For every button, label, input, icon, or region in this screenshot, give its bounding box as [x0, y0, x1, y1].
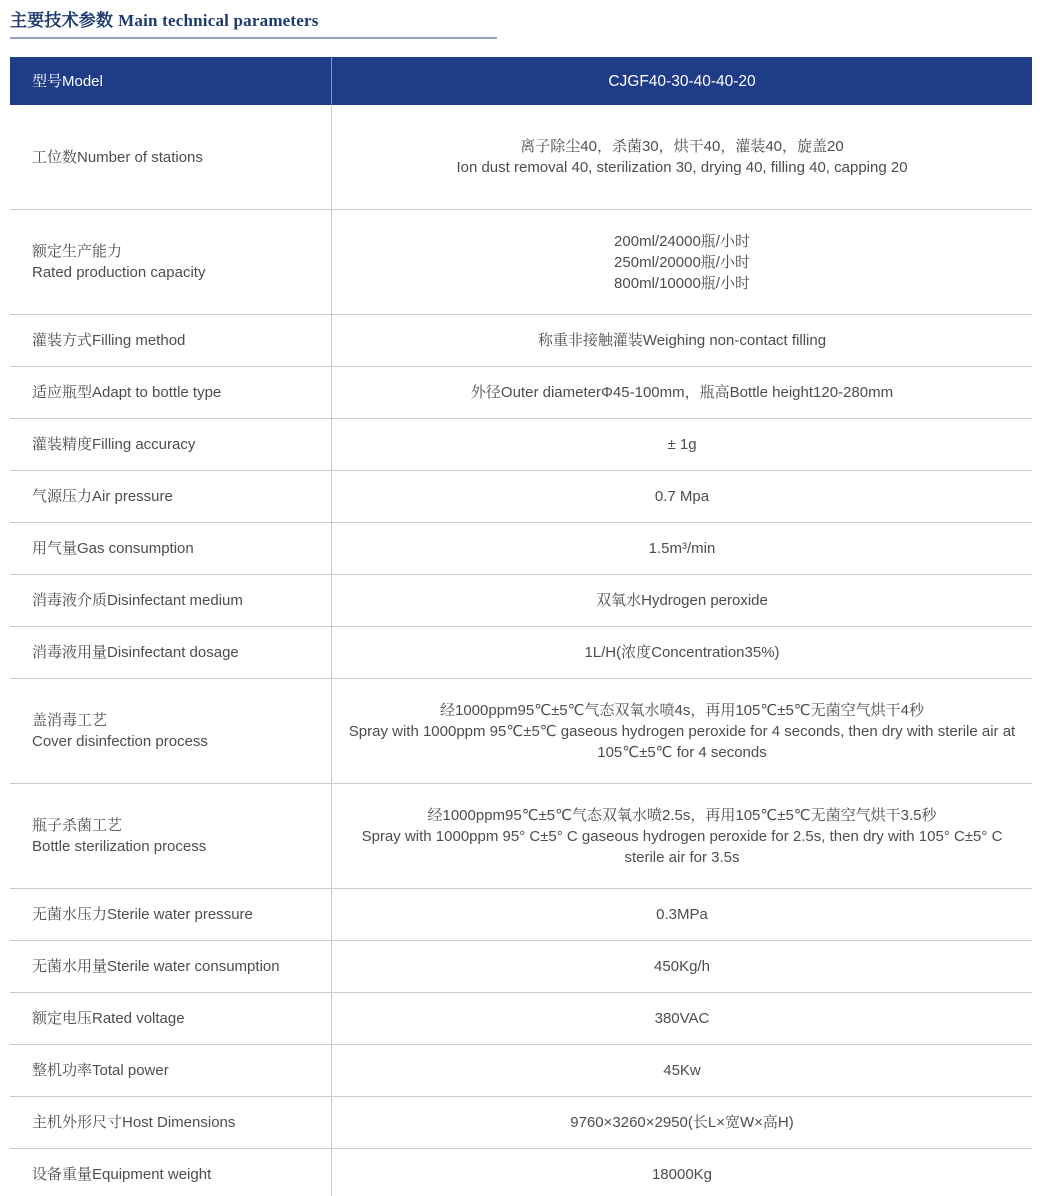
value-line: 0.3MPa: [656, 906, 708, 923]
header-model-label: [10, 57, 332, 105]
row-label: [10, 315, 332, 366]
row-label: [10, 889, 332, 940]
spec-table-body: [10, 105, 1032, 1196]
value-line: 经1000ppm95℃±5℃气态双氧水喷2.5s，再用105℃±5℃无菌空气烘干3.5秒: [427, 806, 937, 824]
value-line: 9760×3260×2950(长L×宽W×高H): [570, 1114, 794, 1131]
row-label: [10, 575, 332, 626]
page-title: [10, 6, 497, 31]
row-value: [332, 210, 1032, 314]
row-value: [332, 575, 1032, 626]
title-underline: [10, 37, 497, 39]
page-title-zh: 主要技术参数: [10, 11, 114, 30]
value-line: 1L/H(浓度Concentration35%): [584, 644, 780, 661]
table-row: [10, 889, 1032, 941]
value-line: ± 1g: [667, 436, 697, 453]
row-label: [10, 784, 332, 888]
label-line: Rated production capacity: [32, 264, 206, 281]
row-label: [10, 941, 332, 992]
label-line: 设备重量Equipment weight: [32, 1166, 212, 1183]
label-line: 主机外形尺寸Host Dimensions: [32, 1114, 236, 1131]
table-row: [10, 1097, 1032, 1149]
row-value: [332, 941, 1032, 992]
value-line: 外径Outer diameterΦ45-100mm，瓶高Bottle height120-280mm: [470, 384, 894, 401]
label-line: 无菌水用量Sterile water consumption: [32, 958, 280, 975]
value-line: 45Kw: [663, 1062, 701, 1079]
table-row: [10, 523, 1032, 575]
table-row: [10, 471, 1032, 523]
row-label: [10, 1045, 332, 1096]
table-row: [10, 367, 1032, 419]
row-value: [332, 627, 1032, 678]
label-line: 适应瓶型Adapt to bottle type: [32, 384, 222, 401]
table-row: [10, 1045, 1032, 1097]
value-line: 双氧水Hydrogen peroxide: [596, 592, 768, 609]
label-line: 灌装方式Filling method: [32, 332, 186, 349]
row-label: [10, 105, 332, 209]
row-value: [332, 315, 1032, 366]
value-line: 380VAC: [654, 1010, 710, 1027]
value-line: Spray with 1000ppm 95° C±5° C gaseous hydrogen peroxide for 2.5s, then dry with 105° C±5° C sterile air for 3.5s: [361, 827, 1003, 866]
table-row: [10, 993, 1032, 1045]
table-row: [10, 210, 1032, 315]
row-value: [332, 1149, 1032, 1196]
row-value: [332, 993, 1032, 1044]
value-line: Ion dust removal 40, sterilization 30, drying 40, filling 40, capping 20: [456, 159, 908, 176]
value-line: 250ml/20000瓶/小时: [614, 253, 750, 271]
value-line: 800ml/10000瓶/小时: [614, 274, 750, 292]
label-line: 用气量Gas consumption: [32, 540, 194, 557]
label-line: Bottle sterilization process: [32, 838, 207, 855]
row-value: [332, 419, 1032, 470]
value-line: 450Kg/h: [654, 958, 710, 975]
row-value: [332, 679, 1032, 783]
value-line: 0.7 Mpa: [654, 488, 710, 505]
row-label: [10, 471, 332, 522]
table-row: [10, 941, 1032, 993]
row-label: [10, 679, 332, 783]
table-row: [10, 419, 1032, 471]
row-label: [10, 1149, 332, 1196]
row-value: [332, 1045, 1032, 1096]
value-line: Spray with 1000ppm 95℃±5℃ gaseous hydrogen peroxide for 4 seconds, then dry with sterile air at 105℃±5℃ for 4 seconds: [348, 722, 1016, 761]
value-line: 经1000ppm95℃±5℃气态双氧水喷4s，再用105℃±5℃无菌空气烘干4秒: [440, 701, 924, 719]
label-line: 消毒液用量Disinfectant dosage: [32, 644, 239, 661]
table-row: [10, 105, 1032, 210]
page-title-en: Main technical parameters: [118, 11, 319, 30]
row-label: [10, 627, 332, 678]
label-line: 灌装精度Filling accuracy: [32, 436, 196, 453]
row-label: [10, 1097, 332, 1148]
label-line: 无菌水压力Sterile water pressure: [32, 906, 253, 923]
value-line: 18000Kg: [651, 1166, 713, 1183]
row-label: [10, 993, 332, 1044]
label-line: 盖消毒工艺: [32, 712, 108, 729]
label-line: 整机功率Total power: [32, 1062, 169, 1079]
table-header-row: [10, 57, 1032, 105]
row-value: [332, 1097, 1032, 1148]
label-line: 气源压力Air pressure: [32, 488, 173, 505]
table-row: [10, 627, 1032, 679]
value-line: 称重非接触灌装Weighing non-contact filling: [537, 332, 827, 349]
header-model-value-text: CJGF40-30-40-40-20: [608, 72, 756, 90]
label-line: 额定生产能力: [32, 243, 123, 260]
row-label: [10, 210, 332, 314]
row-value: [332, 523, 1032, 574]
label-line: Cover disinfection process: [32, 733, 208, 750]
value-line: 1.5m³/min: [648, 540, 716, 557]
value-line: 离子除尘40，杀菌30，烘干40，灌装40，旋盖20: [520, 138, 844, 155]
page-title-block: [10, 6, 497, 39]
row-value: [332, 471, 1032, 522]
header-model-label-text: 型号Model: [32, 72, 103, 90]
label-line: 瓶子杀菌工艺: [32, 817, 123, 834]
header-model-value: [332, 57, 1032, 105]
table-row: [10, 315, 1032, 367]
table-row: [10, 575, 1032, 627]
row-value: [332, 105, 1032, 209]
row-value: [332, 889, 1032, 940]
label-line: 额定电压Rated voltage: [32, 1010, 185, 1027]
table-row: [10, 1149, 1032, 1196]
row-label: [10, 523, 332, 574]
value-line: 200ml/24000瓶/小时: [614, 232, 750, 250]
row-value: [332, 367, 1032, 418]
row-label: [10, 367, 332, 418]
label-line: 消毒液介质Disinfectant medium: [32, 592, 243, 609]
table-row: [10, 679, 1032, 784]
row-label: [10, 419, 332, 470]
label-line: 工位数Number of stations: [32, 148, 203, 166]
table-row: [10, 784, 1032, 889]
spec-table: [10, 57, 1032, 1196]
row-value: [332, 784, 1032, 888]
